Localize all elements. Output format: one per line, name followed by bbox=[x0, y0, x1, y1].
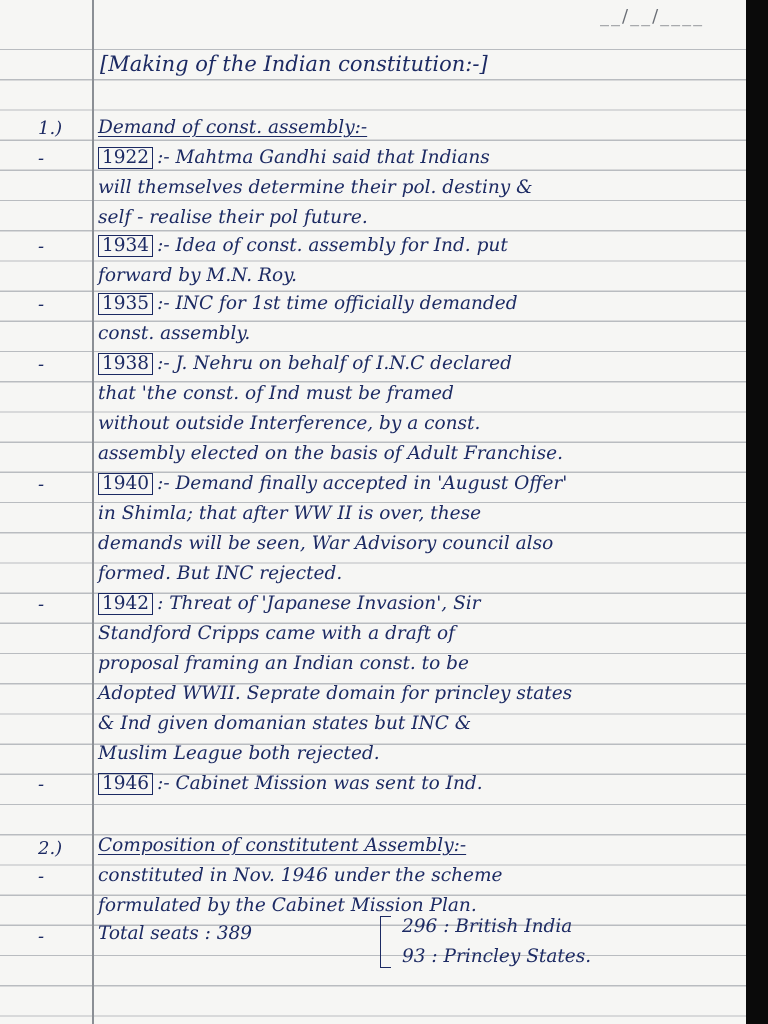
year-box: 1922 bbox=[98, 147, 153, 169]
continuation-line: in Shimla; that after WW II is over, these bbox=[98, 503, 482, 524]
continuation-line: proposal framing an Indian const. to be bbox=[98, 653, 469, 674]
seat-row: 93 : Princley States. bbox=[402, 946, 592, 967]
year-box: 1934 bbox=[98, 235, 153, 257]
continuation-line: Muslim League both rejected. bbox=[98, 743, 380, 764]
body-line: formulated by the Cabinet Mission Plan. bbox=[98, 895, 477, 916]
section-heading: Demand of const. assembly:- bbox=[98, 117, 368, 138]
entry-1940 bbox=[98, 472, 567, 496]
section-heading: Composition of constitutent Assembly:- bbox=[98, 835, 467, 856]
continuation-line: & Ind given domanian states but INC & bbox=[98, 713, 472, 734]
continuation-line: assembly elected on the basis of Adult Franchise. bbox=[98, 443, 564, 464]
margin-dash: - bbox=[38, 866, 45, 887]
page-edge-shadow bbox=[746, 0, 768, 1024]
entry-text: :- Idea of const. assembly for Ind. put bbox=[157, 235, 508, 256]
margin-dash: - bbox=[38, 236, 45, 257]
entry-1946 bbox=[98, 772, 483, 796]
year-box: 1942 bbox=[98, 593, 153, 615]
continuation-line: self - realise their pol future. bbox=[98, 207, 368, 228]
total-seats-line: Total seats : 389 bbox=[98, 923, 253, 944]
body-line: constituted in Nov. 1946 under the scheme bbox=[98, 865, 503, 886]
entry-text: : Threat of 'Japanese Invasion', Sir bbox=[157, 593, 481, 614]
continuation-line: will themselves determine their pol. destiny & bbox=[98, 177, 533, 198]
year-box: 1940 bbox=[98, 473, 153, 495]
entry-1942 bbox=[98, 592, 481, 616]
entry-text: :- Demand finally accepted in 'August Offer' bbox=[157, 473, 568, 494]
entry-1935 bbox=[98, 292, 518, 316]
page-title: [Making of the Indian constitution:-] bbox=[100, 52, 488, 76]
entry-text: :- Mahtma Gandhi said that Indians bbox=[157, 147, 490, 168]
margin-dash: - bbox=[38, 148, 45, 169]
year-box: 1946 bbox=[98, 773, 153, 795]
margin-dash: - bbox=[38, 354, 45, 375]
margin-dash: - bbox=[38, 474, 45, 495]
margin-dash: - bbox=[38, 926, 45, 947]
date-field: __/__/____ bbox=[600, 6, 705, 27]
continuation-line: formed. But INC rejected. bbox=[98, 563, 343, 584]
entry-1934 bbox=[98, 234, 508, 258]
year-box: 1935 bbox=[98, 293, 153, 315]
continuation-line: without outside Interference, by a const. bbox=[98, 413, 481, 434]
section-number: 1.) bbox=[38, 118, 63, 139]
continuation-line: const. assembly. bbox=[98, 323, 251, 344]
entry-1938 bbox=[98, 352, 512, 376]
continuation-line: demands will be seen, War Advisory council also bbox=[98, 533, 554, 554]
margin-dash: - bbox=[38, 774, 45, 795]
entry-1922 bbox=[98, 146, 490, 170]
section-number: 2.) bbox=[38, 838, 63, 859]
year-box: 1938 bbox=[98, 353, 153, 375]
entry-text: :- Cabinet Mission was sent to Ind. bbox=[157, 773, 483, 794]
continuation-line: that 'the const. of Ind must be framed bbox=[98, 383, 454, 404]
entry-text: :- J. Nehru on behalf of I.N.C declared bbox=[157, 353, 512, 374]
margin-dash: - bbox=[38, 294, 45, 315]
continuation-line: forward by M.N. Roy. bbox=[98, 265, 297, 286]
seat-row: 296 : British India bbox=[402, 916, 573, 937]
continuation-line: Standford Cripps came with a draft of bbox=[98, 623, 455, 644]
margin-dash: - bbox=[38, 594, 45, 615]
entry-text: :- INC for 1st time officially demanded bbox=[157, 293, 518, 314]
margin-line bbox=[92, 0, 94, 1024]
bracket-mark bbox=[380, 916, 391, 968]
continuation-line: Adopted WWII. Seprate domain for princley states bbox=[98, 683, 573, 704]
